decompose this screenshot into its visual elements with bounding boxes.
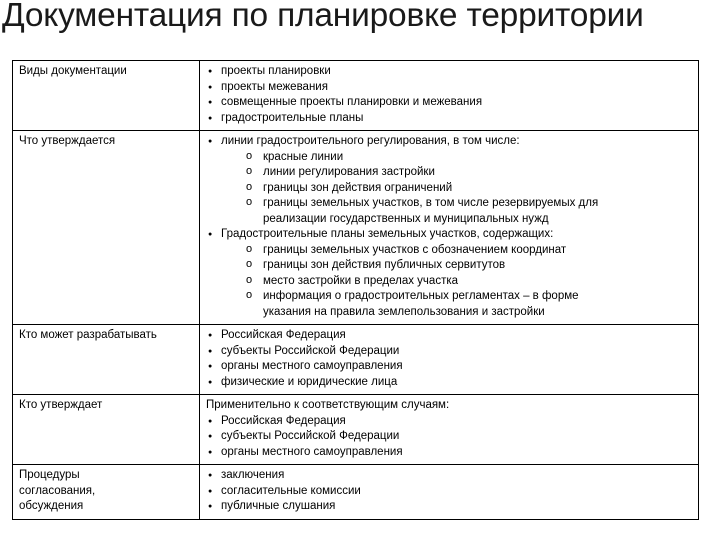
table-row (13, 465, 699, 520)
bullet-item: ● органы местного самоуправления (206, 445, 693, 461)
sub-bullet-item: o границы земельных участков с обозначением координат (206, 243, 693, 259)
table-row (13, 325, 699, 395)
row-label-line: согласования, (19, 484, 96, 497)
bullet-item: ● физические и юридические лица (206, 375, 693, 391)
row-content-cell (200, 465, 699, 520)
intro-line: Применительно к соответствующим случаям: (206, 399, 450, 411)
bullet-item: ● субъекты Российской Федерации (206, 429, 693, 445)
row-label-cell (13, 395, 200, 465)
sub-bullet-item: o линии регулирования застройки (206, 165, 693, 181)
bullet-item: ● совмещенные проекты планировки и межевания (206, 95, 693, 111)
row-label: Виды документации (19, 65, 127, 77)
table-row (13, 131, 699, 325)
sub-bullet-item: o границы зон действия публичных сервитутов (206, 258, 693, 274)
bullet-item: ● Российская Федерация (206, 328, 693, 344)
continuation-line: реализации государственных и муниципальных нужд (263, 212, 549, 225)
row-label: Кто может разрабатывать (19, 329, 157, 341)
row-content-cell (200, 131, 699, 325)
page-title: Документация по планировке территории (2, 0, 644, 34)
bullet-item: ● заключения (206, 468, 693, 484)
sub-bullet-item: o место застройки в пределах участка (206, 274, 693, 290)
row-label-line: Процедуры (19, 469, 80, 481)
bullet-item: ● органы местного самоуправления (206, 359, 693, 375)
row-content-cell (200, 325, 699, 395)
row-label: Кто утверждает (19, 399, 103, 411)
bullet-item: ● субъекты Российской Федерации (206, 344, 693, 360)
row-content-cell (200, 395, 699, 465)
row-label-cell (13, 131, 200, 325)
table-row (13, 395, 699, 465)
row-label: Что утверждается (19, 135, 116, 147)
bullet-item: ● линии градостроительного регулирования, в том числе: (206, 134, 693, 150)
row-label-line: обсуждения (19, 500, 84, 512)
sub-bullet-item: o красные линии (206, 150, 693, 166)
bullet-item: ● Российская Федерация (206, 414, 693, 430)
sub-bullet-item: o информация о градостроительных регламентах – в форме (206, 289, 693, 305)
bullet-item: ● градостроительные планы (206, 111, 693, 127)
documentation-table (12, 60, 699, 520)
row-label-cell (13, 325, 200, 395)
bullet-item: ● согласительные комиссии (206, 484, 693, 500)
table-row (13, 61, 699, 131)
bullet-item: ● проекты планировки (206, 64, 693, 80)
bullet-item: ● публичные слушания (206, 499, 693, 515)
bullet-item: ● проекты межевания (206, 80, 693, 96)
row-label-cell (13, 465, 200, 520)
continuation-line: указания на правила землепользования и застройки (263, 305, 545, 318)
sub-bullet-item: o границы земельных участков, в том числе резервируемых для (206, 196, 693, 212)
sub-bullet-item: o границы зон действия ограничений (206, 181, 693, 197)
bullet-item: ● Градостроительные планы земельных участков, содержащих: (206, 227, 693, 243)
row-content-cell (200, 61, 699, 131)
row-label-cell (13, 61, 200, 131)
